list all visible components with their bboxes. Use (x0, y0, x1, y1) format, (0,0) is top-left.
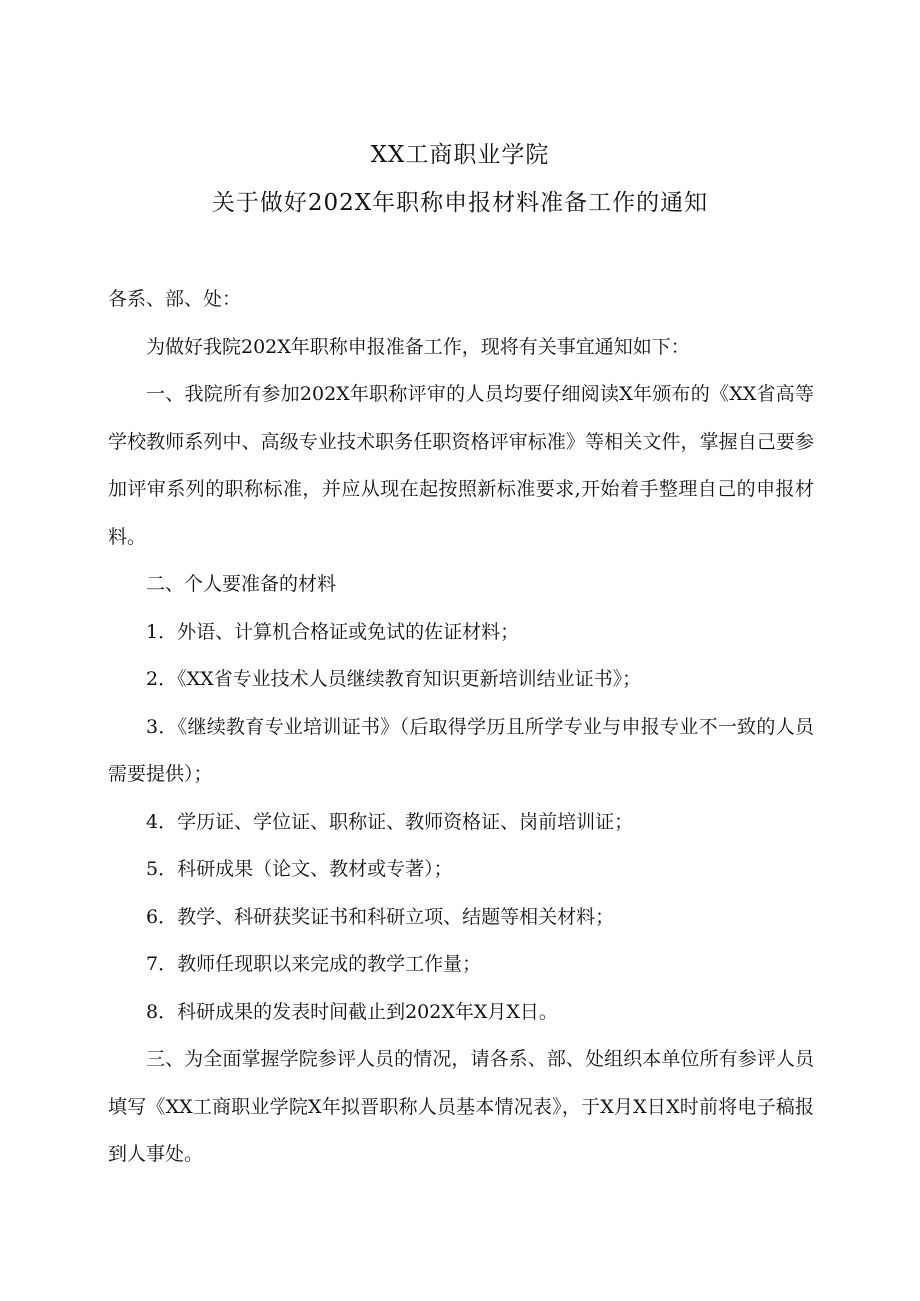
list-item: 4．学历证、学位证、职称证、教师资格证、岗前培训证； (146, 810, 634, 833)
salutation: 各系、部、处： (108, 288, 242, 310)
list-item: 3．《继续教育专业培训证书》（后取得学历且所学专业与申报专业不一致的人员需要提供）； (108, 715, 814, 785)
list-item: 6．教学、科研获奖证书和科研立项、结题等相关材料； (146, 905, 615, 928)
section-one-paragraph: 一、我院所有参加202X年职称评审的人员均要仔细阅读X年颁布的《XX省高等学校教师系列中、高级专业技术职务任职资格评审标准》等相关文件，掌握自己要参加评审系列的职称标准，并应从现在起按照新标准要求,开始着手整理自己的申报材料。 (108, 383, 814, 548)
list-item: 7．教师任现职以来完成的教学工作量； (146, 953, 482, 975)
document-body (108, 276, 814, 1179)
section-two-heading: 二、个人要准备的材料 (146, 573, 337, 595)
document-title-institution: XX工商职业学院 (370, 142, 550, 168)
list-item: 1．外语、计算机合格证或免试的佐证材料； (146, 620, 520, 643)
list-item: 8．科研成果的发表时间截止到202X年X月X日。 (146, 1000, 558, 1023)
document-title-subject: 关于做好202X年职称申报材料准备工作的通知 (211, 190, 709, 216)
list-item: 2．《XX省专业技术人员继续教育知识更新培训结业证书》； (146, 668, 642, 690)
list-item: 5．科研成果（论文、教材或专著）； (146, 858, 453, 880)
section-three-paragraph: 三、为全面掌握学院参评人员的情况，请各系、部、处组织本单位所有参评人员填写《XX工商职业学院X年拟晋职称人员基本情况表》，于X月X日X时前将电子稿报到人事处。 (108, 1048, 814, 1165)
intro-paragraph: 为做好我院202X年职称申报准备工作，现将有关事宜通知如下： (146, 335, 690, 358)
